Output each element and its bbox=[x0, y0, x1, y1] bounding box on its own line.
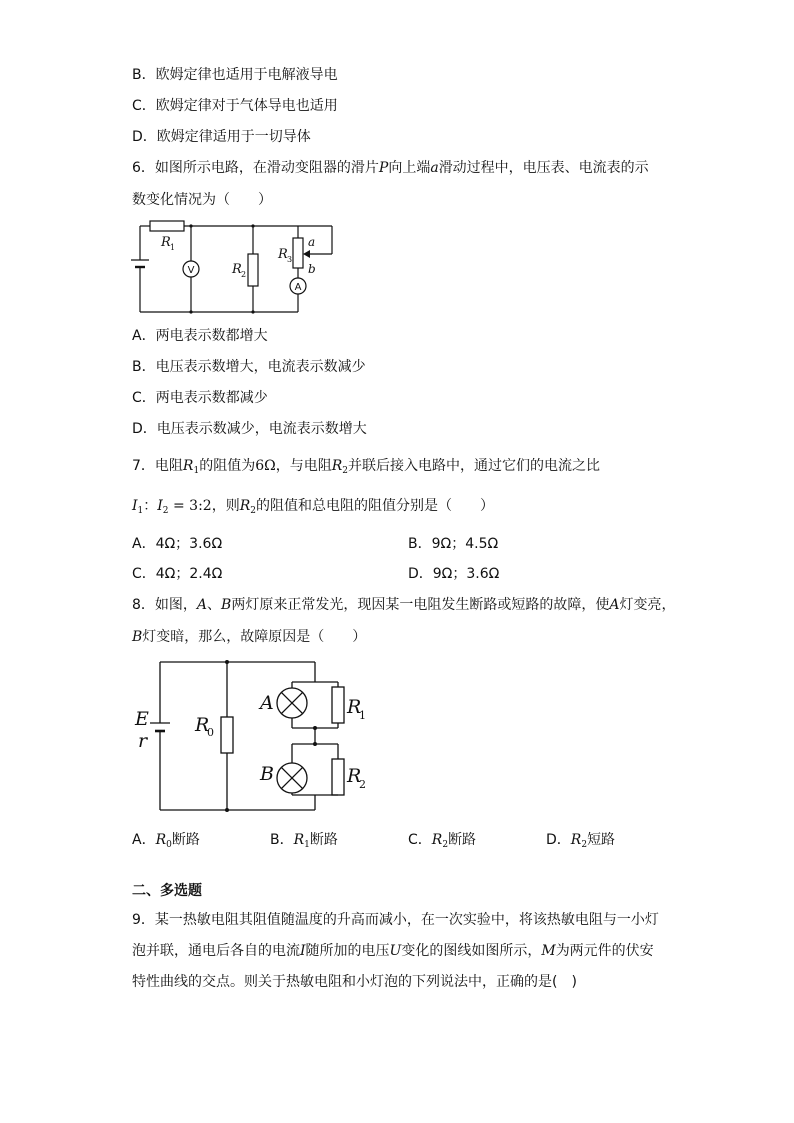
slider-arrow-icon bbox=[303, 250, 310, 258]
q6-option-d: D．电压表示数减少，电流表示数增大 bbox=[132, 421, 367, 437]
q8-circuit-diagram bbox=[130, 655, 380, 820]
svg-text:R: R bbox=[195, 714, 210, 736]
svg-text:0: 0 bbox=[207, 726, 214, 739]
q6-option-a: A．两电表示数都增大 bbox=[132, 328, 268, 344]
svg-text:V: V bbox=[187, 265, 195, 276]
svg-text:R: R bbox=[278, 247, 288, 262]
svg-text:A: A bbox=[260, 692, 274, 714]
section-heading-multiple-choice: 二、多选题 bbox=[132, 883, 202, 899]
resistor-r1 bbox=[150, 221, 184, 231]
svg-text:1: 1 bbox=[359, 709, 366, 722]
svg-text:2: 2 bbox=[359, 778, 366, 791]
svg-text:E: E bbox=[135, 708, 149, 730]
q5-option-b: B．欧姆定律也适用于电解液导电 bbox=[132, 67, 338, 83]
svg-text:1: 1 bbox=[170, 243, 176, 252]
resistor-r2 bbox=[332, 759, 344, 795]
svg-text:R: R bbox=[347, 765, 362, 787]
svg-text:R: R bbox=[161, 235, 171, 250]
q9-stem-line1: 9．某一热敏电阻其阻值随温度的升高而减小，在一次实验中，将该热敏电阻与一小灯 bbox=[132, 912, 659, 928]
q7-stem-line1: 7．电阻$R_1$的阻值为6Ω，与电阻$R_2$并联后接入电路中，通过它们的电流之比 bbox=[132, 458, 600, 476]
resistor-r2 bbox=[248, 254, 258, 286]
q7-option-a: A．4Ω；3.6Ω bbox=[132, 536, 223, 552]
q8-option-d: D．$R_2$短路 bbox=[546, 832, 616, 850]
svg-text:b: b bbox=[308, 262, 316, 276]
svg-text:2: 2 bbox=[241, 270, 247, 279]
svg-text:a: a bbox=[308, 235, 316, 249]
svg-text:R: R bbox=[347, 696, 362, 718]
q7-option-c: C．4Ω；2.4Ω bbox=[132, 566, 223, 582]
q7-option-b: B．9Ω；4.5Ω bbox=[408, 536, 499, 552]
q8-option-c: C．$R_2$断路 bbox=[408, 832, 477, 850]
q5-option-c: C．欧姆定律对于气体导电也适用 bbox=[132, 98, 338, 114]
rheostat-r3 bbox=[293, 238, 303, 268]
q6-option-c: C．两电表示数都减少 bbox=[132, 390, 268, 406]
svg-text:r: r bbox=[138, 730, 148, 752]
svg-text:A: A bbox=[294, 282, 302, 293]
q7-option-d: D．9Ω；3.6Ω bbox=[408, 566, 500, 582]
q8-option-b: B．$R_1$断路 bbox=[270, 832, 338, 850]
q9-stem-line2: 泡并联，通电后各自的电流I随所加的电压U变化的图线如图所示，M为两元件的伏安 bbox=[132, 943, 654, 959]
resistor-r1 bbox=[332, 687, 344, 723]
q6-circuit-diagram bbox=[128, 216, 348, 318]
svg-text:B: B bbox=[260, 763, 274, 785]
q8-option-a: A．$R_0$断路 bbox=[132, 832, 200, 850]
resistor-r0 bbox=[221, 717, 233, 753]
svg-text:R: R bbox=[232, 262, 242, 277]
q5-option-d: D．欧姆定律适用于一切导体 bbox=[132, 129, 311, 145]
q6-option-b: B．电压表示数增大，电流表示数减少 bbox=[132, 359, 366, 375]
q6-stem-line2: 数变化情况为（ ） bbox=[132, 192, 272, 208]
q7-stem-line2: $I_1$：$I_2$ = 3:2，则$R_2$的阻值和总电阻的阻值分别是（ ） bbox=[132, 498, 494, 516]
svg-text:3: 3 bbox=[287, 255, 293, 264]
q6-stem-line1: 6．如图所示电路，在滑动变阻器的滑片P向上端a滑动过程中，电压表、电流表的示 bbox=[132, 160, 649, 176]
q9-stem-line3: 特性曲线的交点。则关于热敏电阻和小灯泡的下列说法中，正确的是( ) bbox=[132, 974, 577, 990]
q8-stem-line1: 8．如图，A、B两灯原来正常发光，现因某一电阻发生断路或短路的故障，使A灯变亮， bbox=[132, 597, 676, 613]
q8-stem-line2: B灯变暗，那么，故障原因是（ ） bbox=[132, 629, 367, 645]
